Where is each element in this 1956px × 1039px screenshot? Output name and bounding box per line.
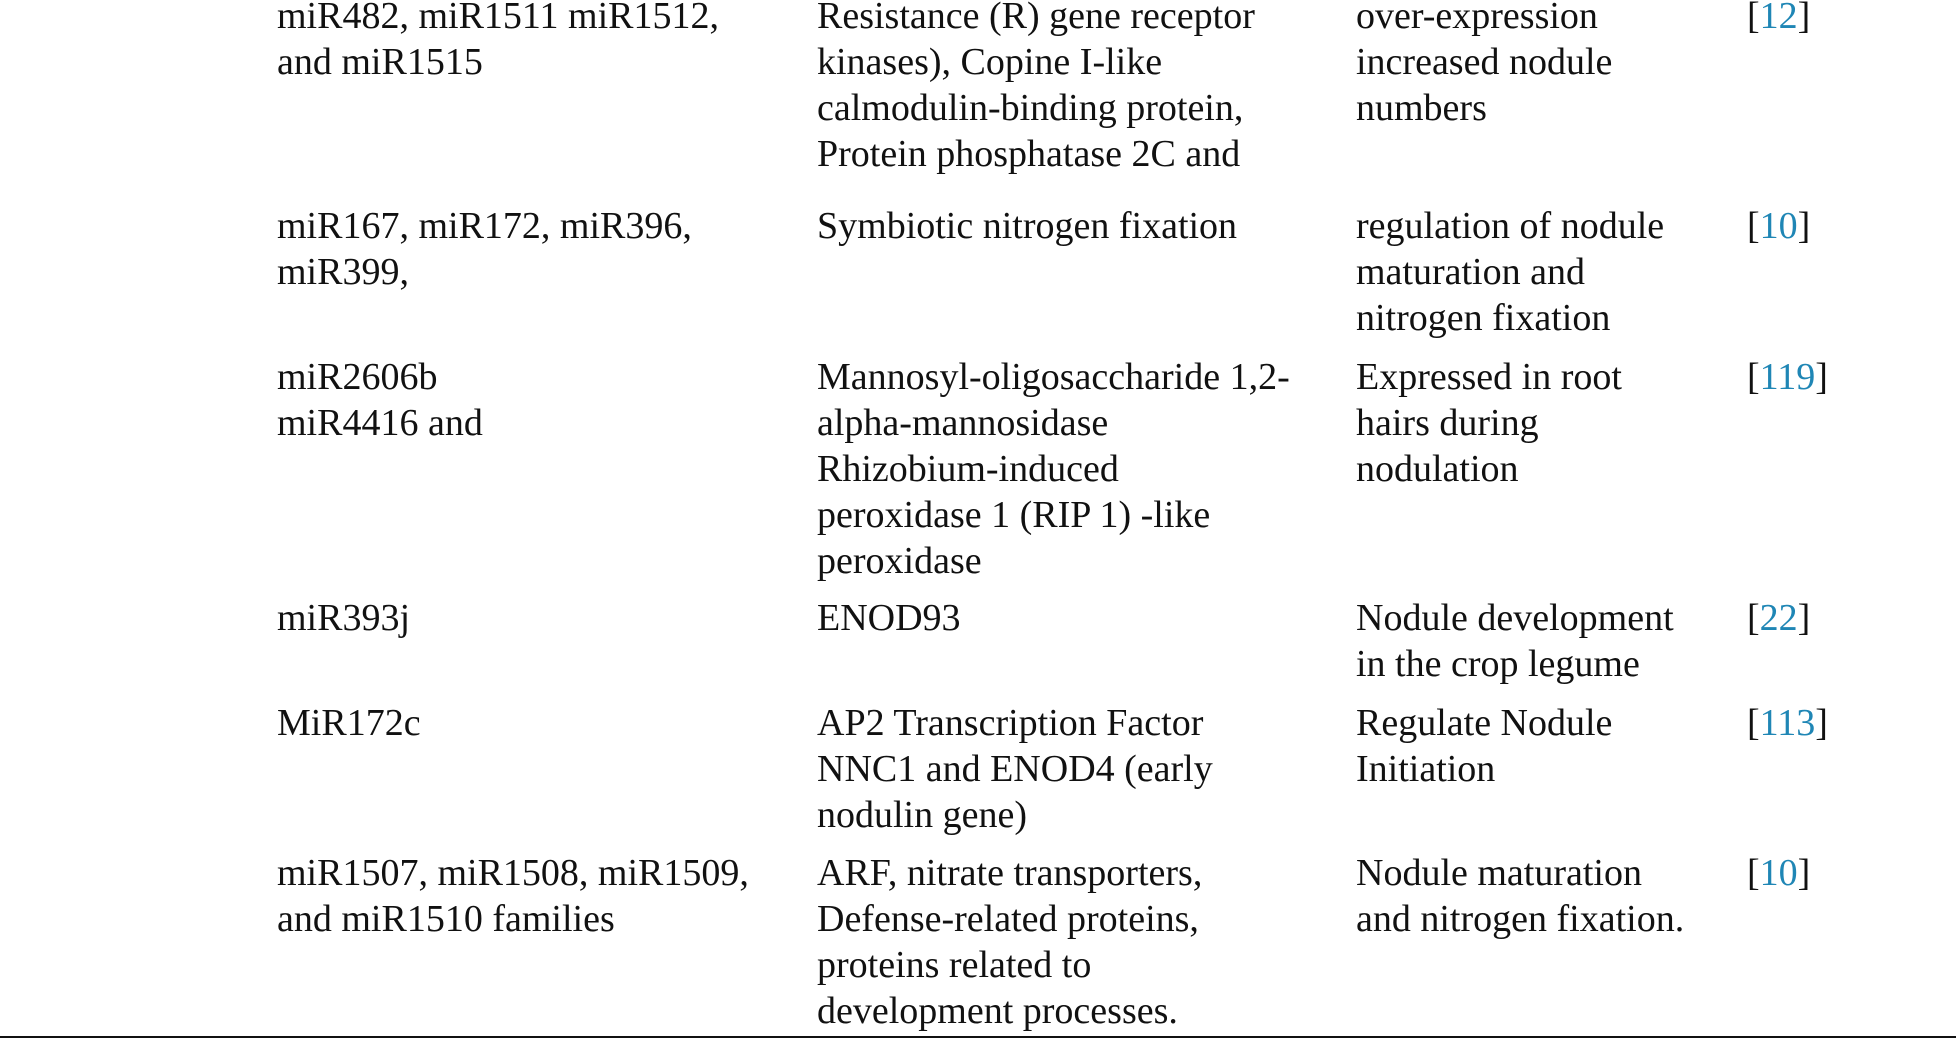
cell-line: alpha-mannosidase bbox=[817, 402, 1109, 444]
reference-link[interactable]: 10 bbox=[1759, 852, 1798, 894]
target-cell bbox=[817, 203, 1237, 249]
cell-line: ENOD93 bbox=[817, 597, 961, 639]
target-cell bbox=[817, 595, 961, 641]
cell-line: regulation of nodule bbox=[1356, 205, 1665, 247]
cell-line: Regulate Nodule bbox=[1356, 702, 1613, 744]
cell-line: and miR1510 families bbox=[277, 898, 615, 940]
cell-line: proteins related to bbox=[817, 944, 1092, 986]
cell-line: numbers bbox=[1356, 87, 1487, 129]
cell-line: miR482, miR1511 miR1512, bbox=[277, 0, 719, 37]
mirna-cell bbox=[277, 700, 421, 746]
cell-line: peroxidase 1 (RIP 1) -like bbox=[817, 494, 1211, 536]
cell-line: Nodule development bbox=[1356, 597, 1674, 639]
cell-line: AP2 Transcription Factor bbox=[817, 702, 1204, 744]
cell-line: hairs during bbox=[1356, 402, 1539, 444]
reference-link[interactable]: 10 bbox=[1759, 205, 1798, 247]
cell-line: peroxidase bbox=[817, 540, 982, 582]
cell-line: nitrogen fixation bbox=[1356, 297, 1611, 339]
cell-line: Protein phosphatase 2C and bbox=[817, 133, 1241, 175]
reference-link[interactable]: 113 bbox=[1759, 702, 1816, 744]
mirna-cell bbox=[277, 850, 749, 942]
cell-line: MiR172c bbox=[277, 702, 421, 744]
reference-cell: [10] bbox=[1747, 852, 1811, 894]
cell-line: miR393j bbox=[277, 597, 411, 639]
cell-line: Nodule maturation bbox=[1356, 852, 1642, 894]
target-cell bbox=[817, 0, 1255, 177]
cell-line: Mannosyl-oligosaccharide 1,2- bbox=[817, 356, 1290, 398]
cell-line: miR2606b bbox=[277, 356, 438, 398]
cell-line: miR399, bbox=[277, 251, 409, 293]
cell-line: and miR1515 bbox=[277, 41, 483, 83]
reference-cell: [22] bbox=[1747, 597, 1811, 639]
function-cell bbox=[1356, 700, 1612, 792]
cell-line: Initiation bbox=[1356, 748, 1496, 790]
cell-line: calmodulin-binding protein, bbox=[817, 87, 1244, 129]
mirna-cell bbox=[277, 203, 692, 295]
table-bottom-rule bbox=[0, 1036, 1956, 1038]
reference-link[interactable]: 12 bbox=[1759, 0, 1798, 37]
cell-line: miR4416 and bbox=[277, 402, 483, 444]
target-cell bbox=[817, 700, 1213, 838]
cell-line: Expressed in root bbox=[1356, 356, 1622, 398]
cell-line: miR167, miR172, miR396, bbox=[277, 205, 692, 247]
function-cell bbox=[1356, 354, 1622, 492]
cell-line: development processes. bbox=[817, 990, 1178, 1032]
reference-link[interactable]: 119 bbox=[1759, 356, 1816, 398]
reference-cell: [12] bbox=[1747, 0, 1810, 39]
function-cell bbox=[1356, 0, 1612, 131]
cell-line: ARF, nitrate transporters, bbox=[817, 852, 1203, 894]
reference-link[interactable]: 22 bbox=[1759, 597, 1798, 639]
cell-line: Symbiotic nitrogen fixation bbox=[817, 205, 1238, 247]
target-cell bbox=[817, 354, 1290, 584]
cell-line: in the crop legume bbox=[1356, 643, 1640, 685]
reference-cell: [113] bbox=[1747, 702, 1828, 744]
function-cell bbox=[1356, 595, 1674, 687]
cell-line: increased nodule bbox=[1356, 41, 1613, 83]
target-cell bbox=[817, 850, 1202, 1034]
cell-line: nodulin gene) bbox=[817, 794, 1028, 836]
cell-line: maturation and bbox=[1356, 251, 1585, 293]
cell-line: Rhizobium-induced bbox=[817, 448, 1119, 490]
mirna-cell bbox=[277, 595, 410, 641]
mirna-cell bbox=[277, 0, 719, 85]
reference-cell: [119] bbox=[1747, 356, 1828, 398]
cell-line: miR1507, miR1508, miR1509, bbox=[277, 852, 749, 894]
cell-line: Defense-related proteins, bbox=[817, 898, 1199, 940]
cell-line: nodulation bbox=[1356, 448, 1519, 490]
cell-line: Resistance (R) gene receptor bbox=[817, 0, 1255, 37]
function-cell bbox=[1356, 203, 1664, 341]
mirna-cell bbox=[277, 354, 483, 446]
cell-line: NNC1 and ENOD4 (early bbox=[817, 748, 1213, 790]
cell-line: kinases), Copine I-like bbox=[817, 41, 1163, 83]
cell-line: and nitrogen fixation. bbox=[1356, 898, 1685, 940]
function-cell bbox=[1356, 850, 1684, 942]
reference-cell: [10] bbox=[1747, 205, 1811, 247]
cell-line: over-expression bbox=[1356, 0, 1598, 37]
